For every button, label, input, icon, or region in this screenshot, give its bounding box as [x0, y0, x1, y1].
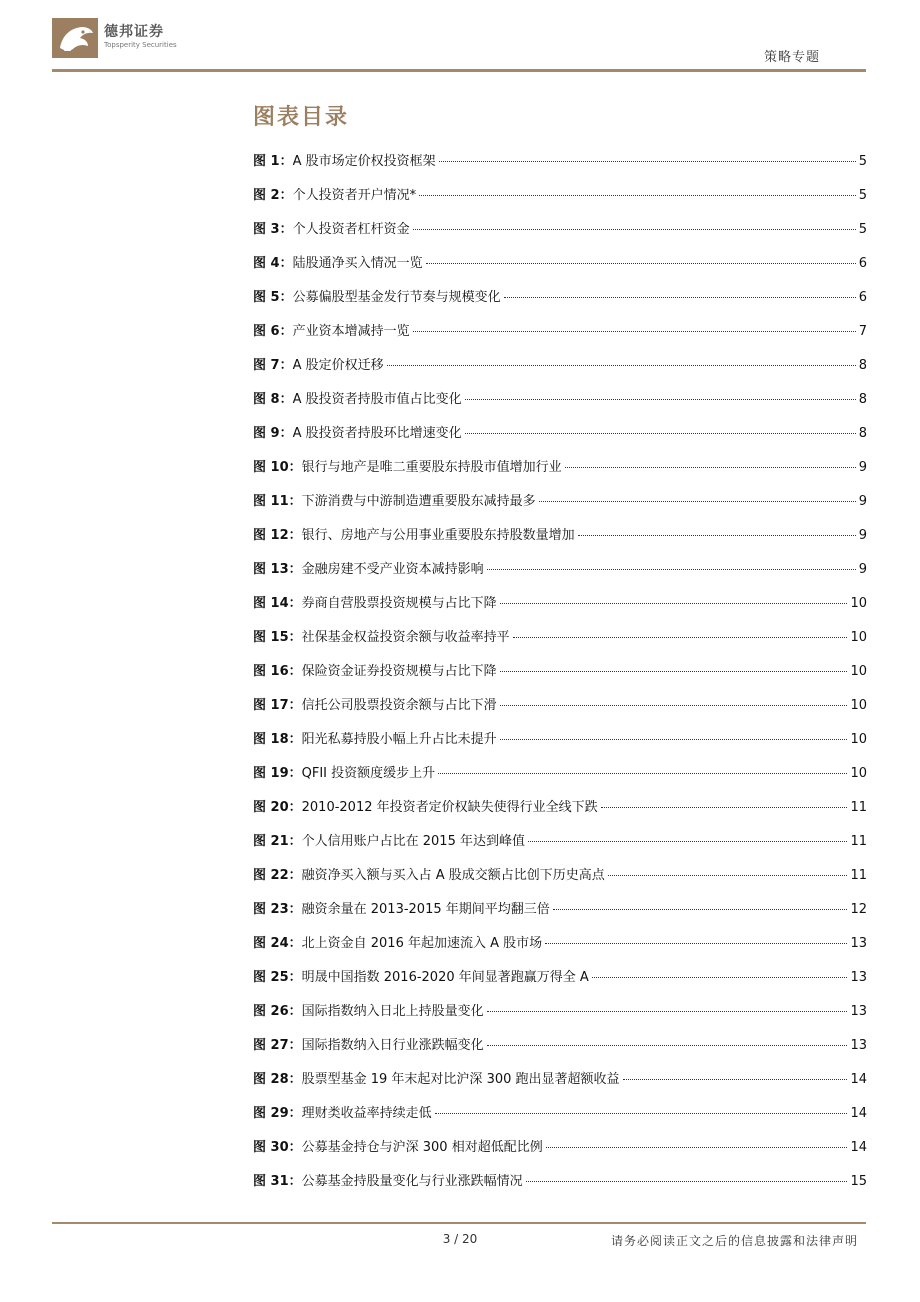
- toc-entry-title: 银行、房地产与公用事业重要股东持股数量增加: [301, 528, 575, 543]
- toc-entry-page: 13: [850, 970, 867, 985]
- section-label: 策略专题: [763, 50, 820, 65]
- toc-entry-label: 图 2：: [253, 188, 293, 203]
- toc-entry-label: 图 12：: [253, 528, 302, 543]
- toc-entry-title: 金融房建不受产业资本减持影响: [301, 562, 484, 577]
- toc-leader-dots: [500, 670, 848, 672]
- toc-entry-page: 5: [858, 222, 867, 237]
- toc-entry-label: 图 3：: [253, 222, 293, 237]
- toc-entry-page: 10: [850, 698, 867, 713]
- toc-entry[interactable]: [253, 764, 867, 798]
- toc-entry-title: A 股市场定价权投资框架: [292, 154, 436, 169]
- toc-entry-title: 2010-2012 年投资者定价权缺失使得行业全线下跌: [301, 800, 598, 815]
- toc-entry-label: 图 18：: [253, 732, 302, 747]
- toc-entry-label: 图 7：: [253, 358, 293, 373]
- toc-entry-label: 图 19：: [253, 766, 302, 781]
- toc-entry-page: 11: [850, 800, 867, 815]
- toc-entry-label: 图 24：: [253, 936, 302, 951]
- toc-leader-dots: [513, 636, 848, 638]
- toc-entry-title: QFII 投资额度缓步上升: [301, 766, 436, 781]
- toc-entry-title: A 股定价权迁移: [292, 358, 384, 373]
- toc-leader-dots: [419, 194, 856, 196]
- toc-entry-title: 公募基金持仓与沪深 300 相对超低配比例: [301, 1140, 543, 1155]
- toc-entry-title: 银行与地产是唯二重要股东持股市值增加行业: [301, 460, 562, 475]
- toc-entry[interactable]: [253, 288, 867, 322]
- toc-entry-label: 图 16：: [253, 664, 302, 679]
- topsperity-logo-icon: [52, 18, 98, 58]
- toc-entry[interactable]: [253, 424, 867, 458]
- toc-entry-page: 10: [850, 766, 867, 781]
- toc-leader-dots: [553, 908, 848, 910]
- toc-leader-dots: [601, 806, 848, 808]
- toc-leader-dots: [413, 330, 856, 332]
- toc-entry-label: 图 29：: [253, 1106, 302, 1121]
- toc-entry[interactable]: [253, 696, 867, 730]
- toc-leader-dots: [592, 976, 848, 978]
- toc-entry[interactable]: [253, 152, 867, 186]
- toc-entry[interactable]: [253, 560, 867, 594]
- toc-entry-label: 图 27：: [253, 1038, 302, 1053]
- toc-entry-page: 15: [850, 1174, 867, 1189]
- brand-name-en: Topsperity Securities: [104, 41, 177, 49]
- toc-leader-dots: [500, 704, 848, 706]
- toc-entry[interactable]: [253, 254, 867, 288]
- toc-entry[interactable]: [253, 900, 867, 934]
- toc-entry-title: A 股投资者持股环比增速变化: [292, 426, 462, 441]
- toc-entry-title: 国际指数纳入日北上持股量变化: [301, 1004, 484, 1019]
- header-divider: [52, 69, 866, 72]
- toc-entry-title: 公募偏股型基金发行节奏与规模变化: [292, 290, 501, 305]
- toc-entry-title: 个人投资者杠杆资金: [292, 222, 410, 237]
- toc-entry-label: 图 15：: [253, 630, 302, 645]
- toc-entry-title: 融资净买入额与买入占 A 股成交额占比创下历史高点: [301, 868, 605, 883]
- toc-entry-label: 图 31：: [253, 1174, 302, 1189]
- toc-entry[interactable]: [253, 356, 867, 390]
- toc-entry[interactable]: [253, 1104, 867, 1138]
- toc-entry[interactable]: [253, 730, 867, 764]
- toc-entry-page: 8: [858, 392, 867, 407]
- toc-entry-label: 图 4：: [253, 256, 293, 271]
- toc-leader-dots: [608, 874, 848, 876]
- toc-entry[interactable]: [253, 1138, 867, 1172]
- toc-entry[interactable]: [253, 662, 867, 696]
- toc-entry-title: 北上资金自 2016 年起加速流入 A 股市场: [301, 936, 543, 951]
- toc-entry-page: 6: [858, 256, 867, 271]
- toc-entry-page: 14: [850, 1140, 867, 1155]
- toc-entry-title: 社保基金权益投资余额与收益率持平: [301, 630, 510, 645]
- toc-entry-label: 图 22：: [253, 868, 302, 883]
- toc-entry-label: 图 14：: [253, 596, 302, 611]
- toc-entry-label: 图 26：: [253, 1004, 302, 1019]
- toc-leader-dots: [487, 568, 856, 570]
- toc-leader-dots: [504, 296, 856, 298]
- toc-entry-page: 8: [858, 358, 867, 373]
- toc-entry-page: 6: [858, 290, 867, 305]
- toc-entry-label: 图 17：: [253, 698, 302, 713]
- toc-leader-dots: [426, 262, 856, 264]
- toc-leader-dots: [545, 942, 847, 944]
- toc-entry-title: 产业资本增减持一览: [292, 324, 410, 339]
- toc-leader-dots: [578, 534, 856, 536]
- toc-entry-title: 保险资金证券投资规模与占比下降: [301, 664, 497, 679]
- toc-entry-page: 11: [850, 834, 867, 849]
- toc-entry[interactable]: [253, 458, 867, 492]
- toc-entry-title: 阳光私募持股小幅上升占比未提升: [301, 732, 497, 747]
- toc-entry-page: 13: [850, 936, 867, 951]
- toc-entry[interactable]: [253, 1036, 867, 1070]
- toc-entry-label: 图 10：: [253, 460, 302, 475]
- toc-leader-dots: [413, 228, 856, 230]
- toc-entry-page: 10: [850, 630, 867, 645]
- toc-leader-dots: [465, 432, 856, 434]
- toc-entry-page: 14: [850, 1106, 867, 1121]
- toc-leader-dots: [546, 1146, 848, 1148]
- page-number: 3 / 20: [442, 1232, 478, 1246]
- toc-entry-page: 12: [850, 902, 867, 917]
- toc-entry-title: 融资余量在 2013-2015 年期间平均翻三倍: [301, 902, 550, 917]
- toc-entry-page: 7: [858, 324, 867, 339]
- toc-entry[interactable]: [253, 1172, 867, 1206]
- toc-entry-title: 股票型基金 19 年末起对比沪深 300 跑出显著超额收益: [301, 1072, 620, 1087]
- toc-entry-title: 个人投资者开户情况*: [292, 188, 417, 203]
- toc-entry[interactable]: [253, 1002, 867, 1036]
- toc-entry-label: 图 6：: [253, 324, 293, 339]
- toc-leader-dots: [565, 466, 856, 468]
- toc-entry-page: 11: [850, 868, 867, 883]
- toc-entry[interactable]: [253, 594, 867, 628]
- toc-entry-page: 13: [850, 1038, 867, 1053]
- toc-entry[interactable]: [253, 628, 867, 662]
- toc-entry-label: 图 21：: [253, 834, 302, 849]
- toc-entry-label: 图 13：: [253, 562, 302, 577]
- toc-entry[interactable]: [253, 934, 867, 968]
- toc-entry[interactable]: [253, 322, 867, 356]
- page-header: [0, 0, 920, 80]
- toc-entry-label: 图 28：: [253, 1072, 302, 1087]
- toc-entry[interactable]: [253, 1070, 867, 1104]
- toc-entry-title: 公募基金持股量变化与行业涨跌幅情况: [301, 1174, 523, 1189]
- toc-leader-dots: [465, 398, 856, 400]
- toc-leader-dots: [500, 738, 848, 740]
- toc-entry-page: 9: [858, 562, 867, 577]
- toc-entry-page: 10: [850, 732, 867, 747]
- toc-leader-dots: [539, 500, 856, 502]
- toc-entry-title: 理财类收益率持续走低: [301, 1106, 432, 1121]
- toc-entry[interactable]: [253, 798, 867, 832]
- toc-entry-page: 13: [850, 1004, 867, 1019]
- toc-entry-title: 明晟中国指数 2016-2020 年间显著跑赢万得全 A: [301, 970, 589, 985]
- toc-leader-dots: [487, 1044, 848, 1046]
- toc-entry-label: 图 25：: [253, 970, 302, 985]
- toc-entry-label: 图 8：: [253, 392, 293, 407]
- toc-leader-dots: [487, 1010, 848, 1012]
- toc-entry-title: 券商自营股票投资规模与占比下降: [301, 596, 497, 611]
- brand-name-cn: 德邦证券: [104, 24, 164, 40]
- toc-entry-title: 下游消费与中游制造遭重要股东减持最多: [301, 494, 536, 509]
- toc-entry[interactable]: [253, 220, 867, 254]
- toc-entry-page: 5: [858, 154, 867, 169]
- toc-leader-dots: [500, 602, 848, 604]
- brand-name: [104, 24, 177, 50]
- toc-leader-dots: [438, 772, 847, 774]
- toc-entry-label: 图 9：: [253, 426, 293, 441]
- toc-list: [253, 152, 867, 1206]
- toc-entry-page: 9: [858, 494, 867, 509]
- toc-entry-page: 14: [850, 1072, 867, 1087]
- toc-entry-label: 图 23：: [253, 902, 302, 917]
- toc-entry-label: 图 20：: [253, 800, 302, 815]
- toc-entry-label: 图 5：: [253, 290, 293, 305]
- toc-entry[interactable]: [253, 832, 867, 866]
- toc-entry[interactable]: [253, 526, 867, 560]
- toc-leader-dots: [528, 840, 847, 842]
- toc-entry[interactable]: [253, 492, 867, 526]
- toc-entry-page: 8: [858, 426, 867, 441]
- toc-leader-dots: [439, 160, 856, 162]
- toc-leader-dots: [623, 1078, 848, 1080]
- toc-entry-title: A 股投资者持股市值占比变化: [292, 392, 462, 407]
- toc-leader-dots: [526, 1180, 848, 1182]
- toc-entry-title: 陆股通净买入情况一览: [292, 256, 423, 271]
- toc-entry-title: 信托公司股票投资余额与占比下滑: [301, 698, 497, 713]
- toc-entry[interactable]: [253, 866, 867, 900]
- toc-entry[interactable]: [253, 968, 867, 1002]
- toc-entry-page: 9: [858, 460, 867, 475]
- footer-divider: [52, 1222, 866, 1224]
- toc-entry[interactable]: [253, 186, 867, 220]
- toc-entry-page: 10: [850, 596, 867, 611]
- toc-entry-page: 5: [858, 188, 867, 203]
- toc-entry[interactable]: [253, 390, 867, 424]
- toc-entry-title: 国际指数纳入日行业涨跌幅变化: [301, 1038, 484, 1053]
- toc-entry-label: 图 11：: [253, 494, 302, 509]
- toc-entry-page: 10: [850, 664, 867, 679]
- toc-entry-label: 图 1：: [253, 154, 293, 169]
- disclaimer-note: 请务必阅读正文之后的信息披露和法律声明: [610, 1234, 858, 1248]
- toc-leader-dots: [435, 1112, 848, 1114]
- toc-entry-title: 个人信用账户占比在 2015 年达到峰值: [301, 834, 525, 849]
- toc-title: 图表目录: [253, 105, 350, 130]
- toc-entry-label: 图 30：: [253, 1140, 302, 1155]
- toc-leader-dots: [387, 364, 856, 366]
- toc-entry-page: 9: [858, 528, 867, 543]
